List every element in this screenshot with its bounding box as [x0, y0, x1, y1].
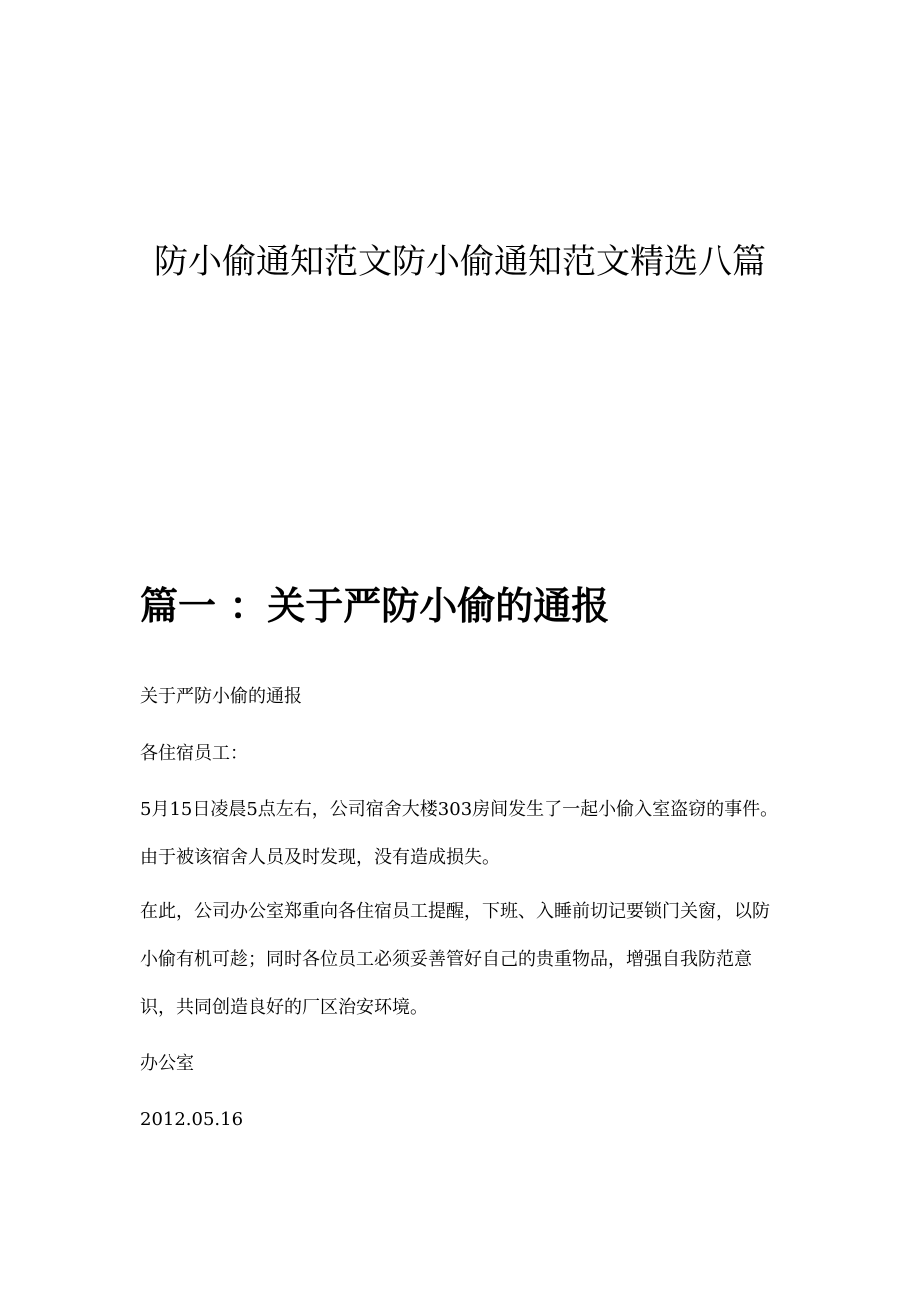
signature: 办公室: [140, 1053, 194, 1074]
section-heading: 篇一 ：关于严防小偷的通报: [140, 583, 610, 628]
date: 2012.05.16: [140, 1109, 244, 1130]
notice-title: 关于严防小偷的通报: [140, 686, 302, 707]
document-title: 防小偷通知范文防小偷通知范文精选八篇: [154, 242, 766, 282]
paragraph-reminder: 在此，公司办公室郑重向各住宿员工提醒，下班、入睡前切记要锁门关窗，以防小偷有机可趁；同时各位员工必须妥善管好自己的贵重物品，增强自我防范意识，共同创造良好的厂区治安环境。: [140, 901, 770, 1018]
salutation: 各住宿员工：: [140, 743, 248, 764]
paragraph-incident: 5月15日凌晨5点左右，公司宿舍大楼303房间发生了一起小偷入室盗窃的事件。由于被该宿舍人员及时发现，没有造成损失。: [140, 799, 779, 868]
